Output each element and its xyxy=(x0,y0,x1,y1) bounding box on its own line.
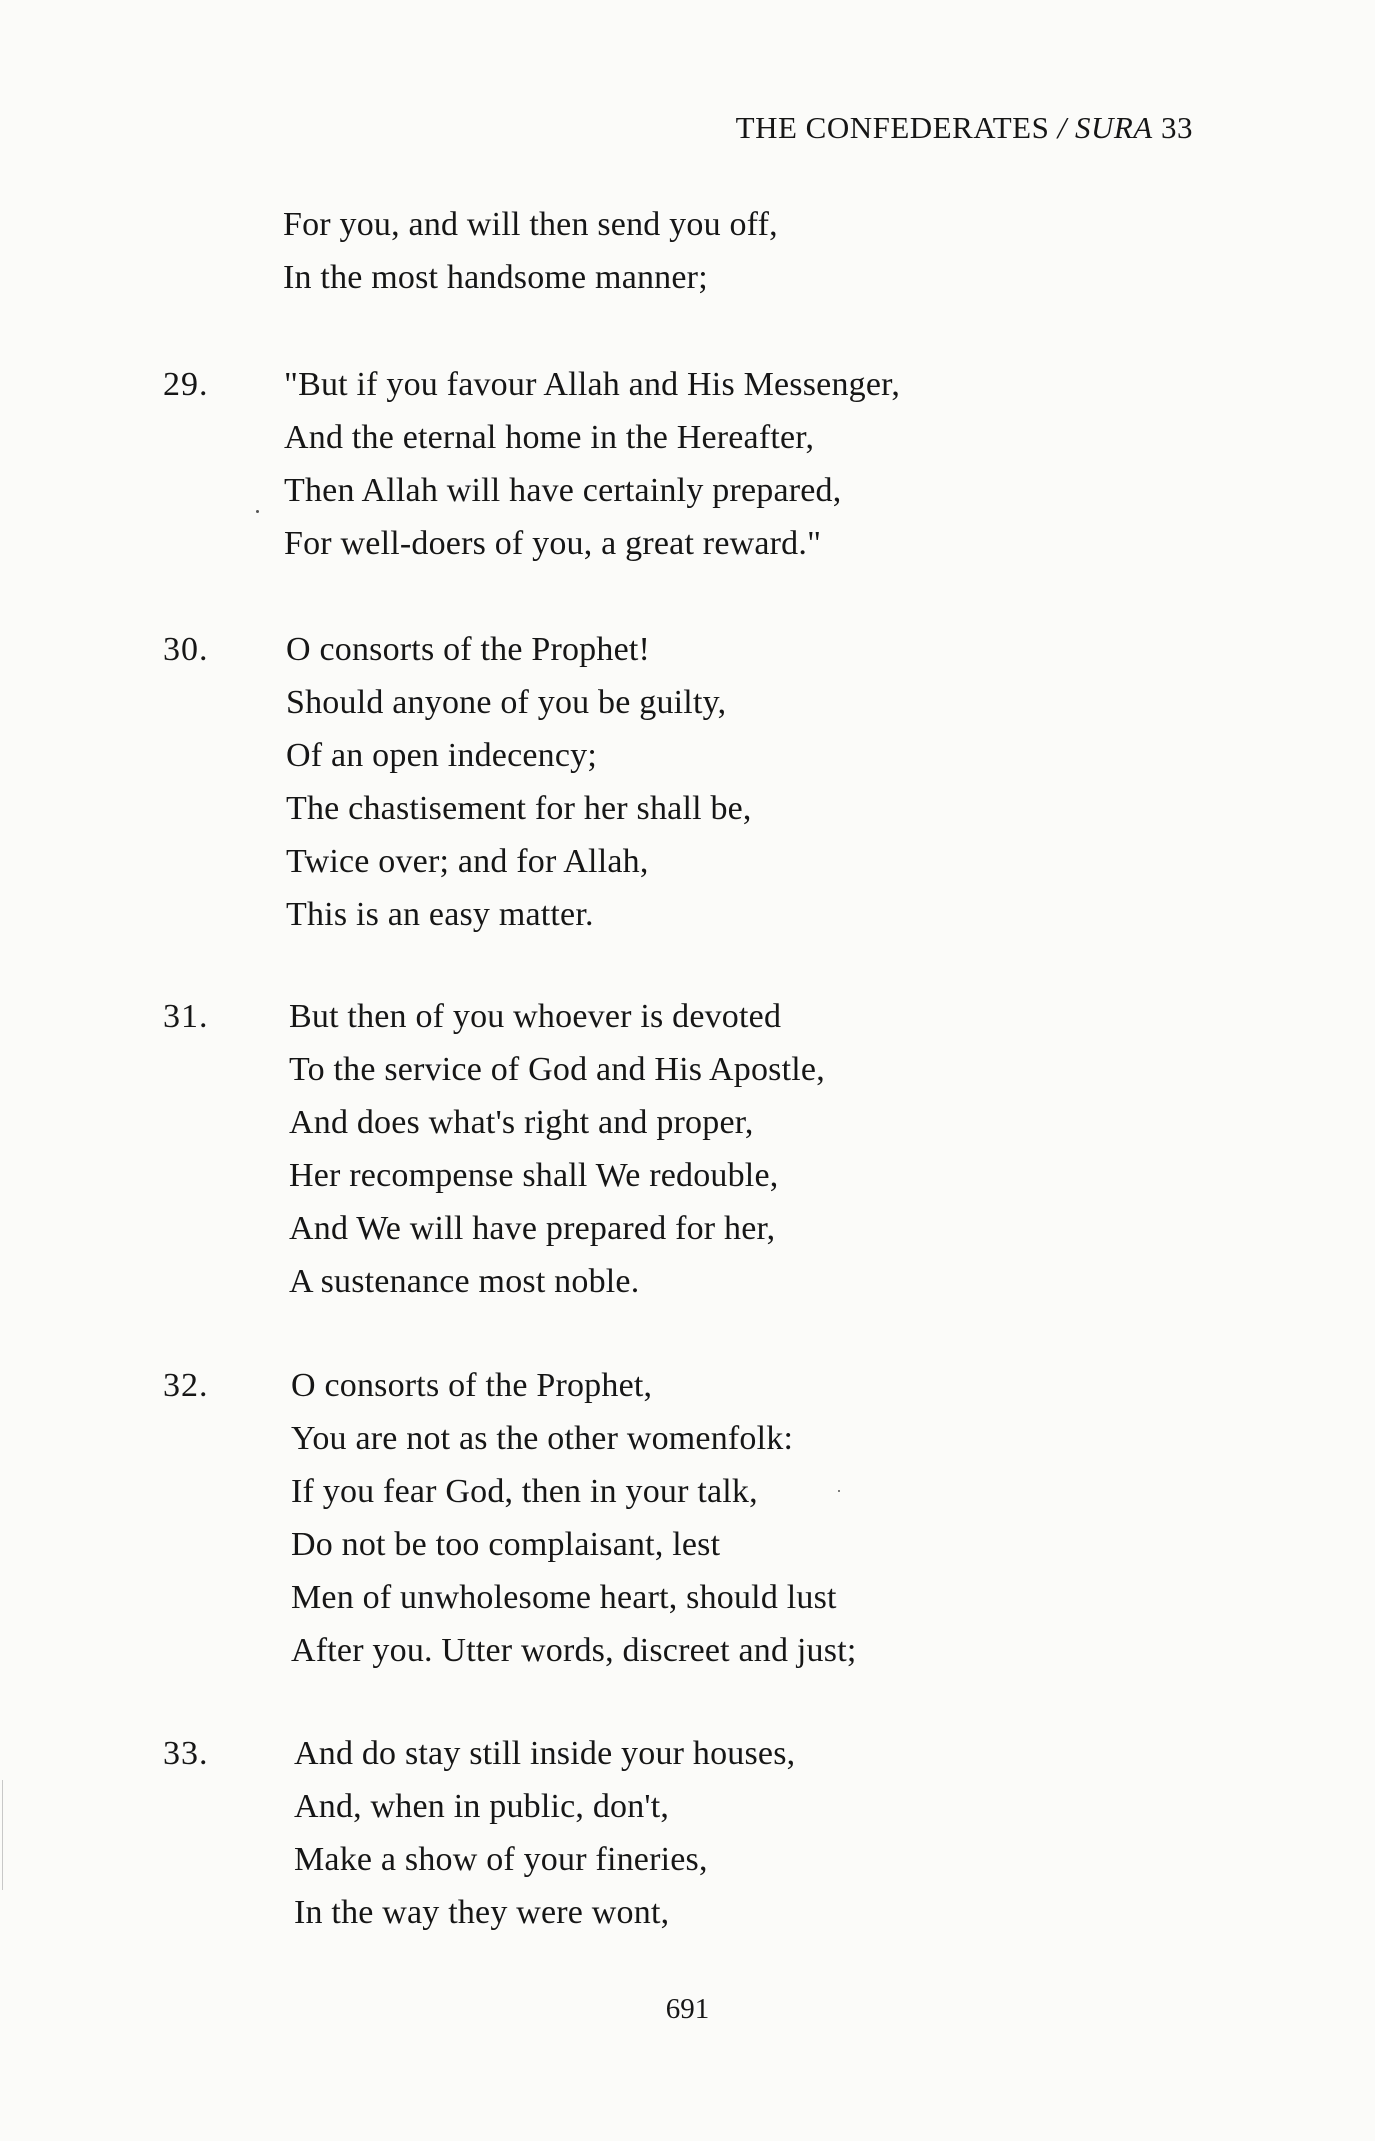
chapter-title: THE CONFEDERATES xyxy=(735,110,1050,145)
verse-line: In the way they were wont, xyxy=(294,1894,670,1931)
verse-lines xyxy=(283,198,778,304)
verse-line: But then of you whoever is devoted xyxy=(289,998,782,1035)
verse-line: O consorts of the Prophet! xyxy=(286,631,651,668)
verse-number: 31. xyxy=(163,998,209,1035)
verse-line: This is an easy matter. xyxy=(286,896,594,933)
verse-number: 29. xyxy=(163,366,209,403)
verse-lines xyxy=(294,1727,795,1939)
verse-line: Men of unwholesome heart, should lust xyxy=(291,1579,837,1616)
verse-line: The chastisement for her shall be, xyxy=(286,790,752,827)
verse-line: If you fear God, then in your talk, xyxy=(291,1473,758,1510)
verse-number: 32. xyxy=(163,1367,209,1404)
verse-line: And does what's right and proper, xyxy=(289,1104,754,1141)
verse-line: Twice over; and for Allah, xyxy=(286,843,649,880)
verse-line: Should anyone of you be guilty, xyxy=(286,684,727,721)
verse-line: And, when in public, don't, xyxy=(294,1788,670,1825)
verse-line: "But if you favour Allah and His Messenger, xyxy=(284,366,901,403)
verse-line: After you. Utter words, discreet and just; xyxy=(291,1632,857,1669)
verse-line: To the service of God and His Apostle, xyxy=(289,1051,825,1088)
scan-edge-mark xyxy=(2,1780,3,1890)
verse-line: Do not be too complaisant, lest xyxy=(291,1526,721,1563)
verse-line: A sustenance most noble. xyxy=(289,1263,640,1300)
sura-label: SURA xyxy=(1074,110,1153,145)
verse-line: Her recompense shall We redouble, xyxy=(289,1157,779,1194)
verse-lines xyxy=(289,990,825,1308)
verse-number: 30. xyxy=(163,631,209,668)
verse-line: You are not as the other womenfolk: xyxy=(291,1420,794,1457)
running-header xyxy=(736,110,1193,146)
verse-line: O consorts of the Prophet, xyxy=(291,1367,653,1404)
verse-number: 33. xyxy=(163,1735,209,1772)
sura-number: 33 xyxy=(1161,110,1193,145)
scan-speck xyxy=(838,1490,840,1492)
verse-lines xyxy=(284,358,900,570)
verse-line: In the most handsome manner; xyxy=(283,259,708,296)
verse-line: Then Allah will have certainly prepared, xyxy=(284,472,842,509)
verse-lines xyxy=(291,1359,856,1677)
verse-lines xyxy=(286,623,752,941)
verse-line: For you, and will then send you off, xyxy=(283,206,778,243)
scan-speck xyxy=(256,510,259,513)
verse-line: For well-doers of you, a great reward." xyxy=(284,525,822,562)
verse-line: Make a show of your fineries, xyxy=(294,1841,708,1878)
header-separator: / xyxy=(1057,110,1067,145)
verse-line: And We will have prepared for her, xyxy=(289,1210,776,1247)
verse-line: And the eternal home in the Hereafter, xyxy=(284,419,815,456)
verse-line: Of an open indecency; xyxy=(286,737,598,774)
verse-line: And do stay still inside your houses, xyxy=(294,1735,796,1772)
page-number: 691 xyxy=(665,1993,710,2025)
